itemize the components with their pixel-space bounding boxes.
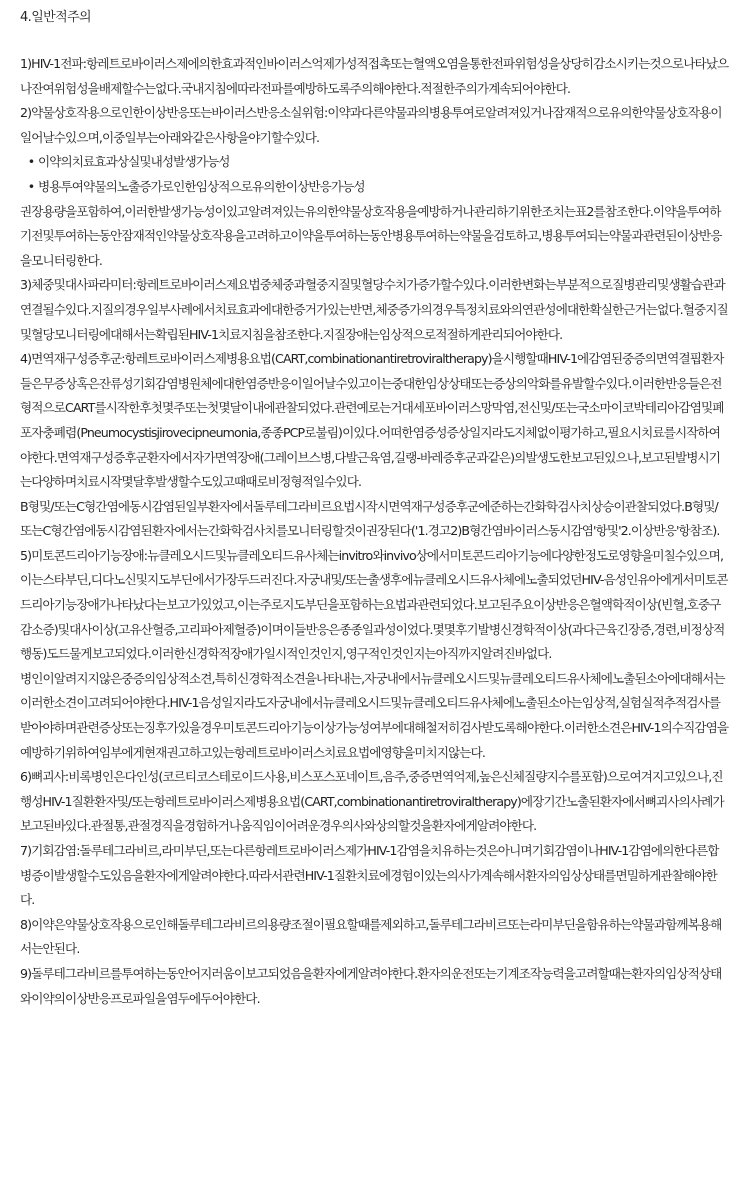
paragraph-drug-interaction: 2)약물상호작용으로인한이상반응또는바이러스반응소실위험:이약과다른약물과의병용투여로알려져있거나잠재적으로유의한약물상호작용이일어날수있으며,이중일부는아래와같은사항을야기할수있다. bbox=[20, 105, 722, 145]
paragraph-interaction-management: 권장용량을포함하여,이러한발생가능성이있고알려져있는유의한약물상호작용을예방하거나관리하기위한조치는표2를참조한다.이약을투여하기전및투여하는동안잠재적인약물상호작용을고려하고이약을투여하는동안병용투여하는약물을검토하고,병용투여되는약물과관련된이상반응을모니터링한다. bbox=[20, 203, 722, 268]
paragraph-immune-reconstitution: 4)면역재구성증후군:항레트로바이러스제병용요법(CART,combinationantiretroviraltherapy)을시행할때HIV-1에감염된중증의면역결핍환자들은무증상혹은잔류성기회감염병원체에대한염증반응이일어날수있고이는중대한임상상태또는증상의악화를유발할수있다.이러한반응들은전형적으로CART를시작한후첫몇주또는첫몇달이내에관찰되었다.관련예로는거대세포바이러스망막염,전신및/또는국소마이코박테리아감염및폐포자충폐렴(Pneumocystisjirovecipneumonia,종종PCP로불림)이있다.어떠한염증성증상일지라도지체없이평가하고,필요시치료를시작하여야한다.면역재구성증후군환자에서자가면역장애(그레이브스병,다발근육염,길랭-바레증후군과같은)의발생도한보고된있으나,보고된발병시기는다양하며치료시작몇달후발생할수도있고때때로비정형적일수있다. bbox=[20, 351, 724, 490]
paragraph-hiv-transmission: 1)HIV-1전파:항레트로바이러스제에의한효과적인바이러스억제가성적접촉또는혈액오염을통한전파위험성을상당히감소시키는것으로나타났으나잔여위험성을배제할수는없다.국내지침에따라전파를예방하도록주의해야한다.적절한주의가계속되어야한다. bbox=[20, 56, 729, 96]
bullet-item bbox=[20, 175, 729, 200]
paragraph-osteonecrosis: 6)뼈괴사:비록병인은다인성(코르티코스테로이드사용,비스포스포네이트,음주,중증면역억제,높은신체질량지수를포함)으로여겨지고있으나,진행성HIV-1질환환자및/또는항레트로바이러스제병용요법(CART,combinationantiretroviraltherapy)에장기간노출된환자에서뼈괴사의사례가보고된바있다.관절통,관절경직을경험하거나움직임이어려운경우의사와상의할것을환자에게알려야한다. bbox=[20, 769, 724, 834]
paragraph-opportunistic-infection: 7)기회감염:돌루테그라비르,라미부딘,또는다른항레트로바이러스제가HIV-1감염을치유하는것은아니며기회감염이나HIV-1감염에의한다른합병증이발생할수도있음을환자에게알려야한다.따라서관련HIV-1질환치료에경험이있는의사가계속해서환자의임상상태를면밀하게관찰해야한다. bbox=[20, 843, 719, 908]
bullet-icon: • bbox=[27, 178, 35, 194]
section-title: 4.일반적주의 bbox=[20, 10, 91, 25]
bullet-icon: • bbox=[27, 154, 35, 170]
paragraph-weight-metabolic: 3)체중및대사파라미터:항레트로바이러스제요법중체중과혈중지질및혈당수치가증가할수있다.이러한변화는부분적으로질병관리및생활습관과연결될수있다.지질의경우일부사례에서치료효과에대한증거가있는반면,체중증가의경우특정치료와의연관성에대한확실한근거는없다.혈중지질및혈당모니터링에대해서는확립된HIV-1치료지침을참조한다.지질장애는임상적으로적절하게관리되어야한다. bbox=[20, 277, 728, 342]
paragraph-hepatitis-coinfection: B형및/또는C형간염에동시감염된일부환자에서돌루테그라비르요법시작시면역재구성증후군에준하는간화학검사치상승이관찰되었다.B형및/또는C형간염에동시감염된환자에서는간화학검사치를모니터링할것이권장된다('1.경고2)B형간염바이러스동시감염'항및'2.이상반응'항참조). bbox=[20, 498, 720, 539]
bullet-text: 병용투여약물의노출증가로인한임상적으로유의한이상반응가능성 bbox=[38, 178, 365, 194]
bullet-text: 이약의치료효과상실및내성발생가능성 bbox=[38, 154, 230, 170]
paragraph-mitochondrial-dysfunction: 5)미토콘드리아기능장애:뉴클레오시드및뉴클레오티드유사체는invitro와invivo상에서미토콘드리아기능에다양한정도로영향을미칠수있으며,이는스타부딘,디다노신및지도부딘에서가장두드러진다.자궁내및/또는출생후에뉴클레오시드유사체에노출되었던HIV-음성인유아에게서미토콘드리아기능장애가나타났다는보고가있었고,이는주로지도부딘을포함하는요법과관련되었다.보고된주요이상반응은혈액학적이상(빈혈,호중구감소증)및대사이상(고유산혈증,고리파아제혈증)이며이들반응은종종일과성이었다.몇몇후기발병신경학적이상(과다근육긴장증,경련,비정상적행동)도드물게보고되었다.이러한신경학적장애가일시적인것인지,영구적인것인지는아직까지알려진바없다. bbox=[20, 547, 728, 662]
paragraph-dizziness: 9)돌루테그라비르를투여하는동안어지러움이보고되었음을환자에게알려야한다.환자의운전또는기계조작능력을고려할때는환자의임상적상태와이약의이상반응프로파일을염두에두어야한다. bbox=[20, 965, 722, 1006]
bullet-item bbox=[20, 150, 729, 175]
paragraph-coadministration: 8)이약은약물상호작용으로인해돌루테그라비르의용량조절이필요할때를제외하고,돌루테그라비르또는라미부딘을함유하는약물과함께복용해서는안된다. bbox=[20, 916, 722, 957]
paragraph-pediatric-exposure: 병인이알려지지않은중증의임상적소견,특히신경학적소견을나타내는,자궁내에서뉴클레오시드및뉴클레오티드유사체에노출된소아에대해서는이러한소견이고려되어야한다.HIV-1음성일지라도자궁내에서뉴클레오시드및뉴클레오티드유사체에노출된소아는임상적,실험실적추적검사를받아야하며관련증상또는징후가있을경우미토콘드리아기능이상가능성여부에대해철저히검사받도록해야한다.이러한소견은HIV-1의수직감염을예방하기위하여임부에게현재권고하고있는항레트로바이러스치료요법에영향을미치지않는다. bbox=[20, 670, 729, 760]
